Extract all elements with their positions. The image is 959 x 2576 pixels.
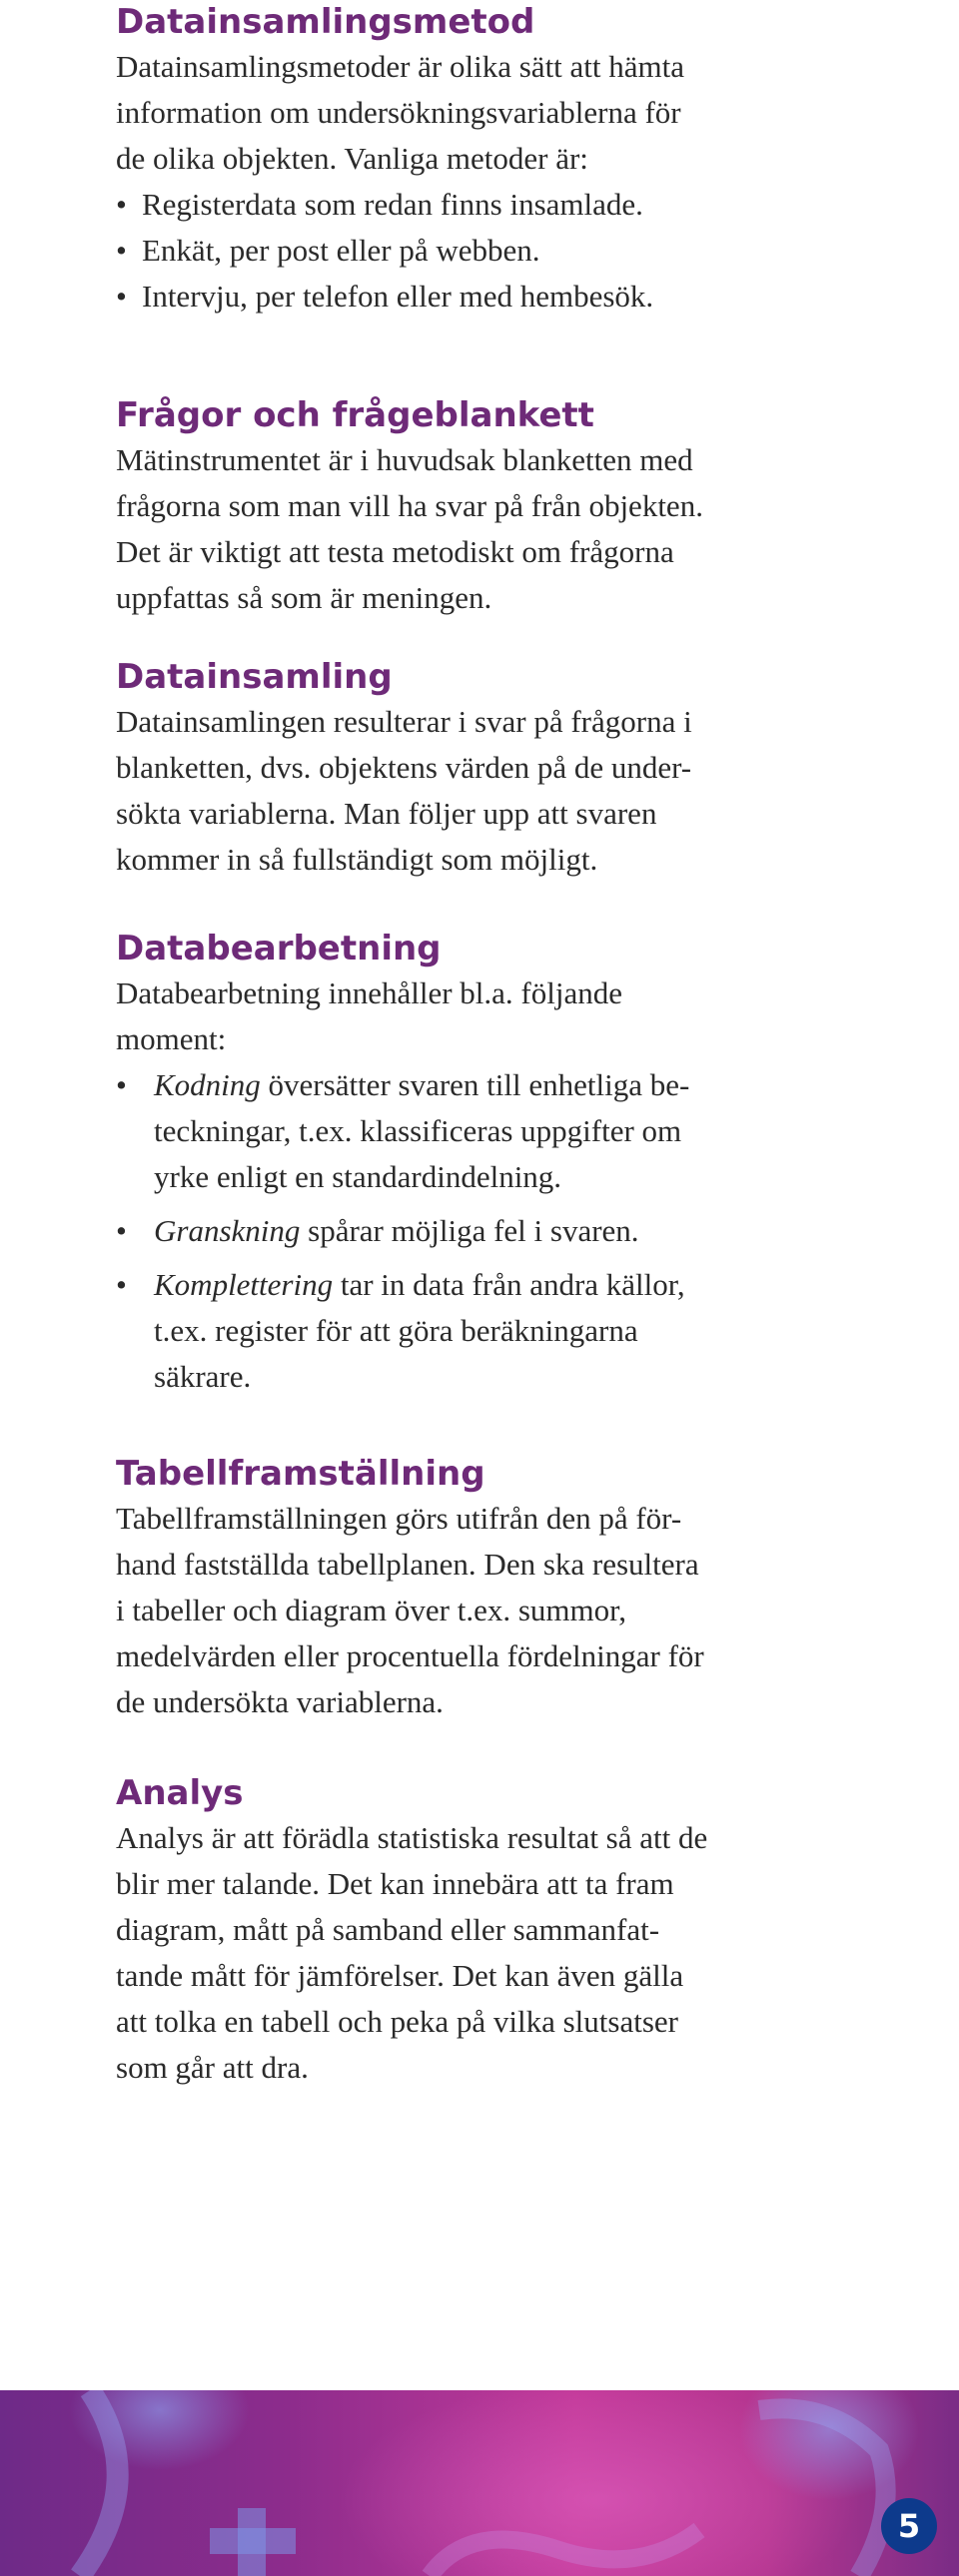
body-line: i tabeller och diagram över t.ex. summor, xyxy=(116,1593,626,1627)
body-line: kommer in så fullständigt som möjligt. xyxy=(116,842,598,877)
section-datainsamlingsmetod xyxy=(116,0,855,320)
section-heading: Databearbetning xyxy=(116,929,442,968)
bullet-list xyxy=(116,1062,855,1400)
body-line: Databearbetning innehåller bl.a. följande xyxy=(116,975,622,1010)
footer-band xyxy=(0,2390,959,2576)
section-heading: Datainsamlingsmetod xyxy=(116,2,535,42)
section-datainsamling xyxy=(116,655,855,883)
section-databearbetning xyxy=(116,927,855,1408)
footer-decoration xyxy=(0,2390,959,2576)
body-line: Det är viktigt att testa metodiskt om frågorna xyxy=(116,534,674,569)
body-line: Mätinstrumentet är i huvudsak blanketten med xyxy=(116,442,693,477)
section-tabellframstallning xyxy=(116,1452,855,1725)
body-line: blir mer talande. Det kan innebära att ta fram xyxy=(116,1866,674,1901)
bullet-term: Komplettering xyxy=(154,1267,334,1302)
bullet-item: • Intervju, per telefon eller med hembesök. xyxy=(116,274,855,320)
body-line: moment: xyxy=(116,1021,227,1056)
section-heading: Frågor och frågeblankett xyxy=(116,395,594,435)
section-heading: Tabellframställning xyxy=(116,1454,485,1494)
bullet-term: Granskning xyxy=(154,1213,301,1248)
body-line: diagram, mått på samband eller sammanfat- xyxy=(116,1912,660,1947)
body-line: Datainsamlingen resulterar i svar på frågorna i xyxy=(116,704,692,739)
body-line: frågorna som man vill ha svar på från objekten. xyxy=(116,488,703,523)
body-line: som går att dra. xyxy=(116,2050,309,2085)
body-line: blanketten, dvs. objektens värden på de under- xyxy=(116,750,692,785)
body-line: medelvärden eller procentuella fördelningar för xyxy=(116,1638,704,1673)
section-analys xyxy=(116,1771,855,2091)
bullet-text: spårar möjliga fel i svaren. xyxy=(300,1213,639,1248)
section-heading: Datainsamling xyxy=(116,657,393,697)
bullet-text: yrke enligt en standardindelning. xyxy=(154,1159,562,1194)
body-line: tande mått för jämförelser. Det kan även gälla xyxy=(116,1958,684,1993)
plus-sign-icon xyxy=(210,2528,296,2554)
body-line: hand fastställda tabellplanen. Den ska resultera xyxy=(116,1547,699,1582)
body-line: de undersökta variablerna. xyxy=(116,1684,444,1719)
bullet-item xyxy=(116,1262,855,1400)
body-line: Datainsamlingsmetoder är olika sätt att hämta xyxy=(116,49,685,84)
body-line: uppfattas så som är meningen. xyxy=(116,580,492,615)
bullet-item: • Enkät, per post eller på webben. xyxy=(116,228,855,274)
bullet-term: Kodning xyxy=(154,1067,261,1102)
body-line: information om undersökningsvariablerna för xyxy=(116,95,681,130)
body-line: Analys är att förädla statistiska resultat så att de xyxy=(116,1820,708,1855)
body-line: sökta variablerna. Man följer upp att svaren xyxy=(116,796,657,831)
bullet-text: tar in data från andra källor, xyxy=(333,1267,685,1302)
bullet-list xyxy=(116,182,855,320)
bullet-item: • Registerdata som redan finns insamlade. xyxy=(116,182,855,228)
bullet-item xyxy=(116,1062,855,1200)
section-heading: Analys xyxy=(116,1773,244,1813)
page-number-badge: 5 xyxy=(881,2498,937,2554)
bullet-text: teckningar, t.ex. klassificeras uppgifter om xyxy=(154,1113,682,1148)
bullet-text: säkrare. xyxy=(154,1359,252,1394)
bullet-text: översätter svaren till enhetliga be- xyxy=(260,1067,690,1102)
bullet-item xyxy=(116,1208,855,1254)
body-line: att tolka en tabell och peka på vilka slutsatser xyxy=(116,2004,678,2039)
bullet-text: t.ex. register för att göra beräkningarna xyxy=(154,1313,638,1348)
body-line: Tabellframställningen görs utifrån den på för- xyxy=(116,1501,682,1536)
body-line: de olika objekten. Vanliga metoder är: xyxy=(116,141,588,176)
section-fragor xyxy=(116,393,855,621)
